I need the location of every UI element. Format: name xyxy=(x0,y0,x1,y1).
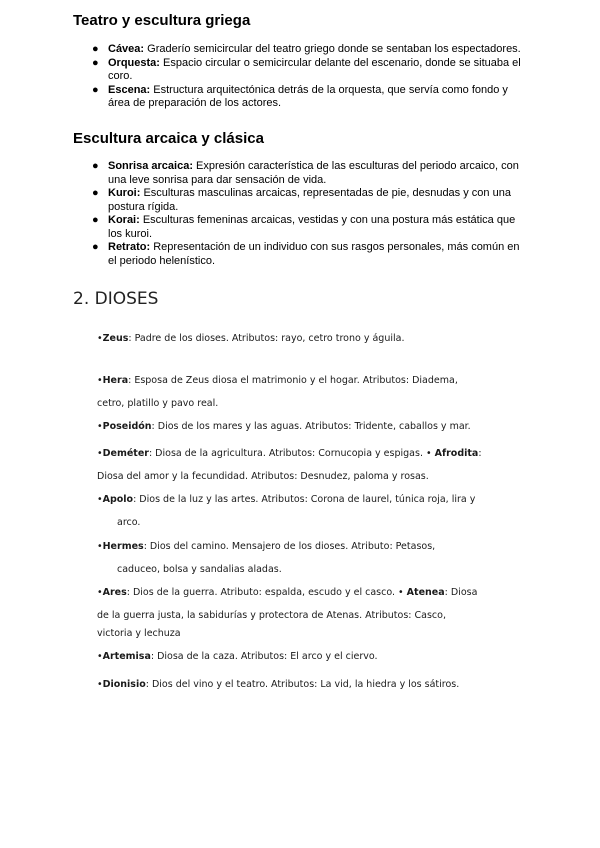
god-entry-ares: •Ares: Dios de la guerra. Atributo: espalda, escudo y el casco. • Atenea: Diosa xyxy=(97,587,478,598)
god-name: Dionisio xyxy=(102,679,146,690)
definition: Estructura arquitectónica detrás de la orquesta, que servía como fondo y área de preparación de los actores. xyxy=(108,83,508,109)
god-entry-artemisa: •Artemisa: Diosa de la caza. Atributos: El arco y el ciervo. xyxy=(97,651,378,662)
god-entry-zeus: •Zeus: Padre de los dioses. Atributos: rayo, cetro trono y águila. xyxy=(97,333,405,344)
section-heading-teatro: Teatro y escultura griega xyxy=(73,12,251,29)
bullet-icon: ● xyxy=(92,160,99,172)
god-name: Hermes xyxy=(102,541,144,552)
bullet-icon: ● xyxy=(92,241,99,253)
bullet-icon: ● xyxy=(92,214,99,226)
term: Kuroi: xyxy=(108,187,141,199)
term: Korai: xyxy=(108,214,140,226)
god-description: : Dios del camino. Mensajero de los dioses. Atributo: Petasos, xyxy=(143,541,436,552)
term: Cávea: xyxy=(108,43,145,55)
god-name: Deméter xyxy=(102,448,149,459)
god-description: cetro, platillo y pavo real. xyxy=(97,398,219,409)
god-description: : Esposa de Zeus diosa el matrimonio y el hogar. Atributos: Diadema, xyxy=(128,375,458,386)
definition: Esculturas masculinas arcaicas, representadas de pie, desnudas y con una postura rígida. xyxy=(108,187,511,213)
god-entry-hermes: •Hermes: Dios del camino. Mensajero de los dioses. Atributo: Petasos, xyxy=(97,541,436,552)
god-description: Diosa del amor y la fecundidad. Atributos: Desnudez, paloma y rosas. xyxy=(97,471,429,482)
god-description: caduceo, bolsa y sandalias aladas. xyxy=(117,564,282,575)
definition: Graderío semicircular del teatro griego donde se sentaban los espectadores. xyxy=(144,43,521,55)
god-description: arco. xyxy=(117,517,141,528)
term: Retrato: xyxy=(108,241,151,253)
god-description: victoria y lechuza xyxy=(97,628,181,639)
god-entry-apolo-cont xyxy=(117,517,140,528)
god-name: Zeus xyxy=(102,333,129,344)
god-entry-demeter: •Deméter: Diosa de la agricultura. Atributos: Cornucopia y espigas. • Afrodita: xyxy=(97,448,482,459)
god-description: : Diosa de la caza. Atributos: El arco y el ciervo. xyxy=(150,651,378,662)
god-description: : Diosa de la agricultura. Atributos: Cornucopia y espigas. xyxy=(148,448,426,459)
god-entry-dionisio: •Dionisio: Dios del vino y el teatro. Atributos: La vid, la hiedra y los sátiros. xyxy=(97,679,460,690)
god-description: : Dios de los mares y las aguas. Atributos: Tridente, caballos y mar. xyxy=(151,421,471,432)
term: Orquesta: xyxy=(108,56,160,69)
bullet-icon: ● xyxy=(92,187,99,199)
god-description: : Dios del vino y el teatro. Atributos: La vid, la hiedra y los sátiros. xyxy=(145,679,460,690)
god-name: Ares xyxy=(102,587,127,598)
god-description: de la guerra justa, la sabidurías y protectora de Atenas. Atributos: Casco, xyxy=(97,610,446,621)
god-entry-poseidon: •Poseidón: Dios de los mares y las aguas. Atributos: Tridente, caballos y mar. xyxy=(97,421,471,432)
god-description: : xyxy=(478,448,482,459)
god-description: : Dios de la luz y las artes. Atributos: Corona de laurel, túnica roja, lira y xyxy=(133,494,476,505)
god-entry-atenea-cont xyxy=(97,610,446,621)
god-entry-hermes-cont xyxy=(117,564,282,575)
god-name: Afrodita xyxy=(434,448,479,459)
god-description: : Dios de la guerra. Atributo: espalda, escudo y el casco. xyxy=(126,587,399,598)
god-name: Apolo xyxy=(102,494,134,505)
bullet-icon: ● xyxy=(92,83,99,96)
definition: Expresión característica de las esculturas del periodo arcaico, con una leve sonrisa para dar sensación de vida. xyxy=(108,160,519,186)
definition: Esculturas femeninas arcaicas, vestidas y con una postura más estática que los kuroi. xyxy=(108,214,516,240)
god-entry-atenea-cont2 xyxy=(97,628,181,639)
bullet-icon: ● xyxy=(92,43,99,55)
term: Sonrisa arcaica: xyxy=(108,160,193,172)
section-heading-escultura: Escultura arcaica y clásica xyxy=(73,130,264,147)
term: Escena: xyxy=(108,83,151,96)
god-name: Poseidón xyxy=(102,421,152,432)
god-description: : Padre de los dioses. Atributos: rayo, cetro trono y águila. xyxy=(128,333,405,344)
god-entry-apolo: •Apolo: Dios de la luz y las artes. Atributos: Corona de laurel, túnica roja, lira y xyxy=(97,494,476,505)
definition: Espacio circular o semicircular delante del escenario, donde se situaba el coro. xyxy=(108,56,521,82)
god-name: Hera xyxy=(102,375,129,386)
god-name: Atenea xyxy=(406,587,445,598)
god-entry-hera-cont xyxy=(97,398,218,409)
god-description: : Diosa xyxy=(444,587,478,598)
god-entry-hera: •Hera: Esposa de Zeus diosa el matrimonio y el hogar. Atributos: Diadema, xyxy=(97,375,458,386)
section-heading-dioses: 2. DIOSES xyxy=(73,289,159,309)
bullet-icon: ● xyxy=(92,56,99,69)
god-entry-afrodita-cont xyxy=(97,471,429,482)
definition: Representación de un individuo con sus rasgos personales, más común en el periodo helenístico. xyxy=(108,241,520,267)
god-name: Artemisa xyxy=(102,651,151,662)
